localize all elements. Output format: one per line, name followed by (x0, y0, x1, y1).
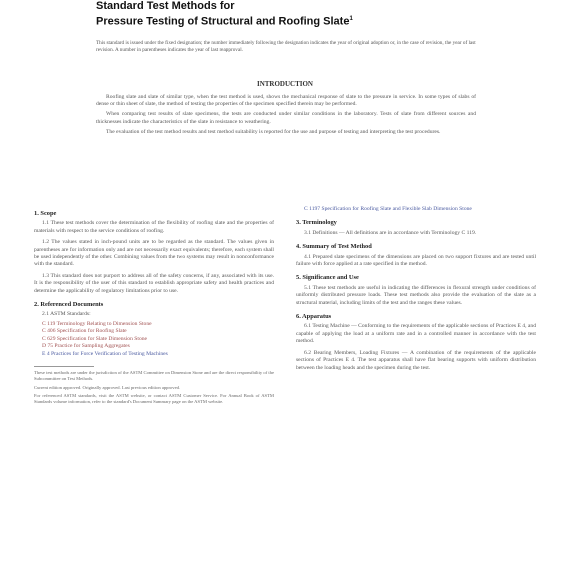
scope-paragraph: 1.3 This standard does not purport to address all of the safety concerns, if any, associated with its use. It is the responsibility of the user of this standard to establish appropriate safety and health practices and determine the applicability of regulatory limitations prior to use. (34, 272, 274, 294)
right-column (296, 204, 536, 376)
terminology-paragraph: 3.1 Definitions — All definitions are in accordance with Terminology C 119. (304, 229, 477, 236)
scope-paragraph: 1.2 The values stated in inch-pound units are to be regarded as the standard. The values given in parentheses are for information only and are not necessarily exact equivalents; therefore, each system shall be used independently of the other. Combining values from the two systems may result in nonconformance with the standard. (34, 239, 274, 268)
references-intro: 2.1 ASTM Standards: (42, 311, 91, 318)
reference-link[interactable]: C 406 Specification for Roofing Slate (42, 328, 127, 335)
summary-heading: 4. Summary of Test Method (296, 243, 372, 251)
reference-link[interactable]: D 75 Practice for Sampling Aggregates (42, 343, 130, 350)
footnote: These test methods are under the jurisdiction of the ASTM Committee on Dimension Stone and are the direct responsibility of the Subcommittee on Test Methods. (34, 369, 274, 381)
left-column (34, 204, 274, 408)
intro-heading: INTRODUCTION (256, 80, 313, 88)
footnote-divider (34, 366, 94, 367)
title-line-2 (96, 13, 496, 29)
reference-link[interactable]: C 119 Terminology Relating to Dimension Stone (42, 320, 152, 327)
title-line-1: Standard Test Methods for (96, 0, 235, 12)
scope-heading: 1. Scope (34, 210, 57, 217)
scope-paragraph: 1.1 These test methods cover the determination of the flexibility of roofing slate and the properties of materials with respect to the service conditions of roofing. (34, 220, 274, 234)
intro-paragraph: Roofing slate and slate of similar type, when the test method is used, shows the mechanical response of slate to the pressure in service. In some types of slabs of dense or thin sheet of slate, the method of testing the properties of the specimen specified therein may be performed. (96, 94, 476, 108)
reference-link[interactable]: E 4 Practices for Force Verification of Testing Machines (42, 350, 168, 357)
significance-heading: 5. Significance and Use (296, 274, 359, 282)
standard-note: This standard is issued under the fixed designation; the number immediately following the designation indicates the year of original adoption or, in the case of revision, the year of last revision. A number in parentheses indicates the year of last reapproval. (96, 40, 476, 53)
intro-paragraph: The evaluation of the test method results and test method suitability is reported for the use and purpose of testing and interpreting the test procedures. (106, 128, 441, 135)
apparatus-heading: 6. Apparatus (296, 313, 332, 321)
reference-link[interactable]: C 629 Specification for Slate Dimension Stone (42, 335, 148, 342)
title-superscript: 1 (349, 16, 353, 22)
footnote: For referenced ASTM standards, visit the ASTM website, or contact ASTM Customer Service. For Annual Book of ASTM Standards volume information, refer to the standard's Document Summary page on the ASTM website. (34, 393, 274, 405)
summary-paragraph: 4.1 Prepared slate specimens of the dimensions are placed on two support fixtures and are tested until failure with force applied at a rate specified in the method. (296, 253, 536, 268)
apparatus-paragraph: 6.1 Testing Machine — Conforming to the requirements of the applicable sections of Practices E 4, and capable of applying the load at a uniform rate and in a controlled manner in accordance with the test method. (296, 323, 536, 345)
significance-paragraph: 5.1 These test methods are useful in indicating the differences in flexural strength under conditions of uniformly distributed pressure loads. These test methods also provide the evaluation of the slate as a structural material, including limits of the test and the ranges these values. (296, 284, 536, 306)
reference-link[interactable]: C 1197 Specification for Roofing Slate and Flexible Slab Dimension Stone (304, 206, 472, 212)
footnote: Current edition approved. Originally approved. Last previous edition approved. (34, 384, 181, 390)
references-heading: 2. Referenced Documents (34, 301, 104, 309)
intro-paragraph: When comparing test results of slate specimens, the tests are conducted under similar conditions in the laboratory. Tests of slate from different sources and thicknesses indicate the characteristics of the slate in resistance to weathering. (96, 111, 476, 125)
document-title (96, 0, 496, 29)
introduction (96, 94, 476, 139)
apparatus-paragraph: 6.2 Bearing Members, Loading Fixtures — A combination of the requirements of the applicable sections of Practices E 4. The test apparatus shall have flat bearing supports with uniform distribution between the loading heads and the specimen during the test. (296, 349, 536, 371)
terminology-heading: 3. Terminology (296, 219, 337, 227)
title-line-2-text: Pressure Testing of Structural and Roofing Slate (96, 15, 350, 28)
